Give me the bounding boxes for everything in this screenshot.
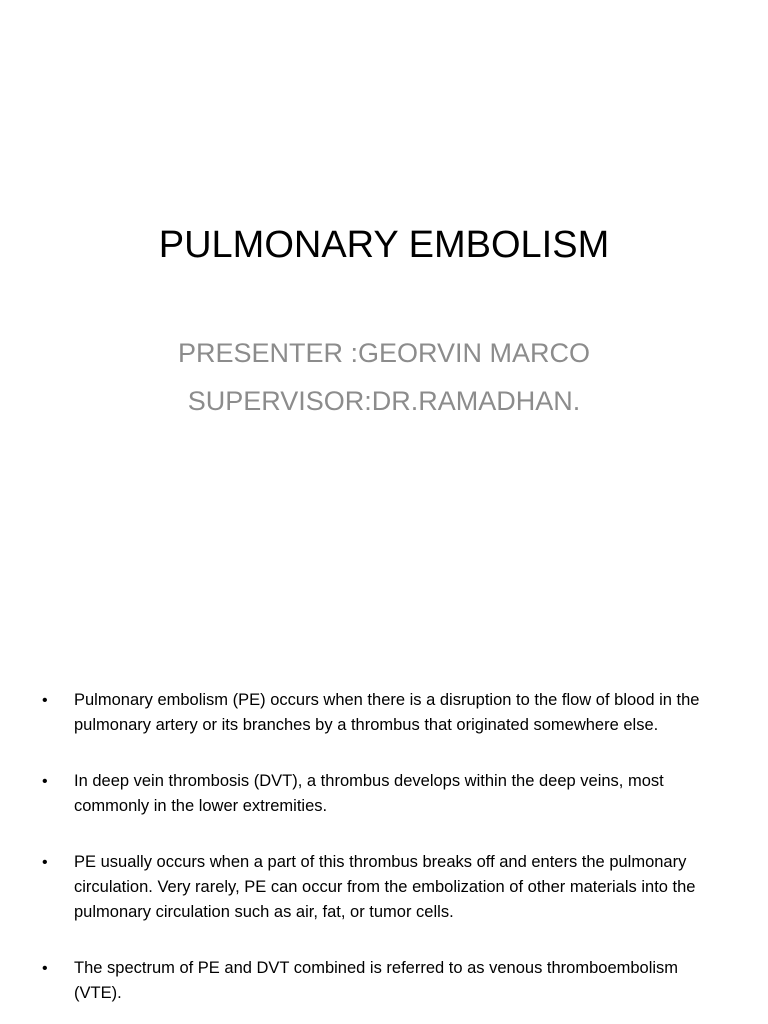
bullet-text: Pulmonary embolism (PE) occurs when there is a disruption to the flow of blood in the pulmonary artery or its branches by a thrombus that originated somewhere else. xyxy=(74,691,700,734)
content-slide xyxy=(0,576,768,1024)
slide-title: PULMONARY EMBOLISM xyxy=(158,224,610,266)
supervisor-line: SUPERVISOR:DR.RAMADHAN. xyxy=(187,386,581,416)
bullet-icon: • xyxy=(42,773,48,790)
presenter-line: PRESENTER :GEORVIN MARCO xyxy=(177,338,591,368)
bullet-item xyxy=(42,956,722,1006)
bullet-item xyxy=(42,850,722,925)
bullet-text: In deep vein thrombosis (DVT), a thrombus develops within the deep veins, most commonly in the lower extremities. xyxy=(74,772,664,815)
bullet-item xyxy=(42,688,722,738)
bullet-list xyxy=(42,688,722,1024)
bullet-text: The spectrum of PE and DVT combined is referred to as venous thromboembolism (VTE). xyxy=(74,959,679,1002)
bullet-icon: • xyxy=(42,854,48,871)
bullet-icon: • xyxy=(42,692,48,709)
bullet-text: PE usually occurs when a part of this thrombus breaks off and enters the pulmonary circulation. Very rarely, PE can occur from the embolization of other materials into the pulmonary circulation such as air, fat, or tumor cells. xyxy=(74,853,696,921)
bullet-icon: • xyxy=(42,960,48,977)
bullet-item xyxy=(42,769,722,819)
